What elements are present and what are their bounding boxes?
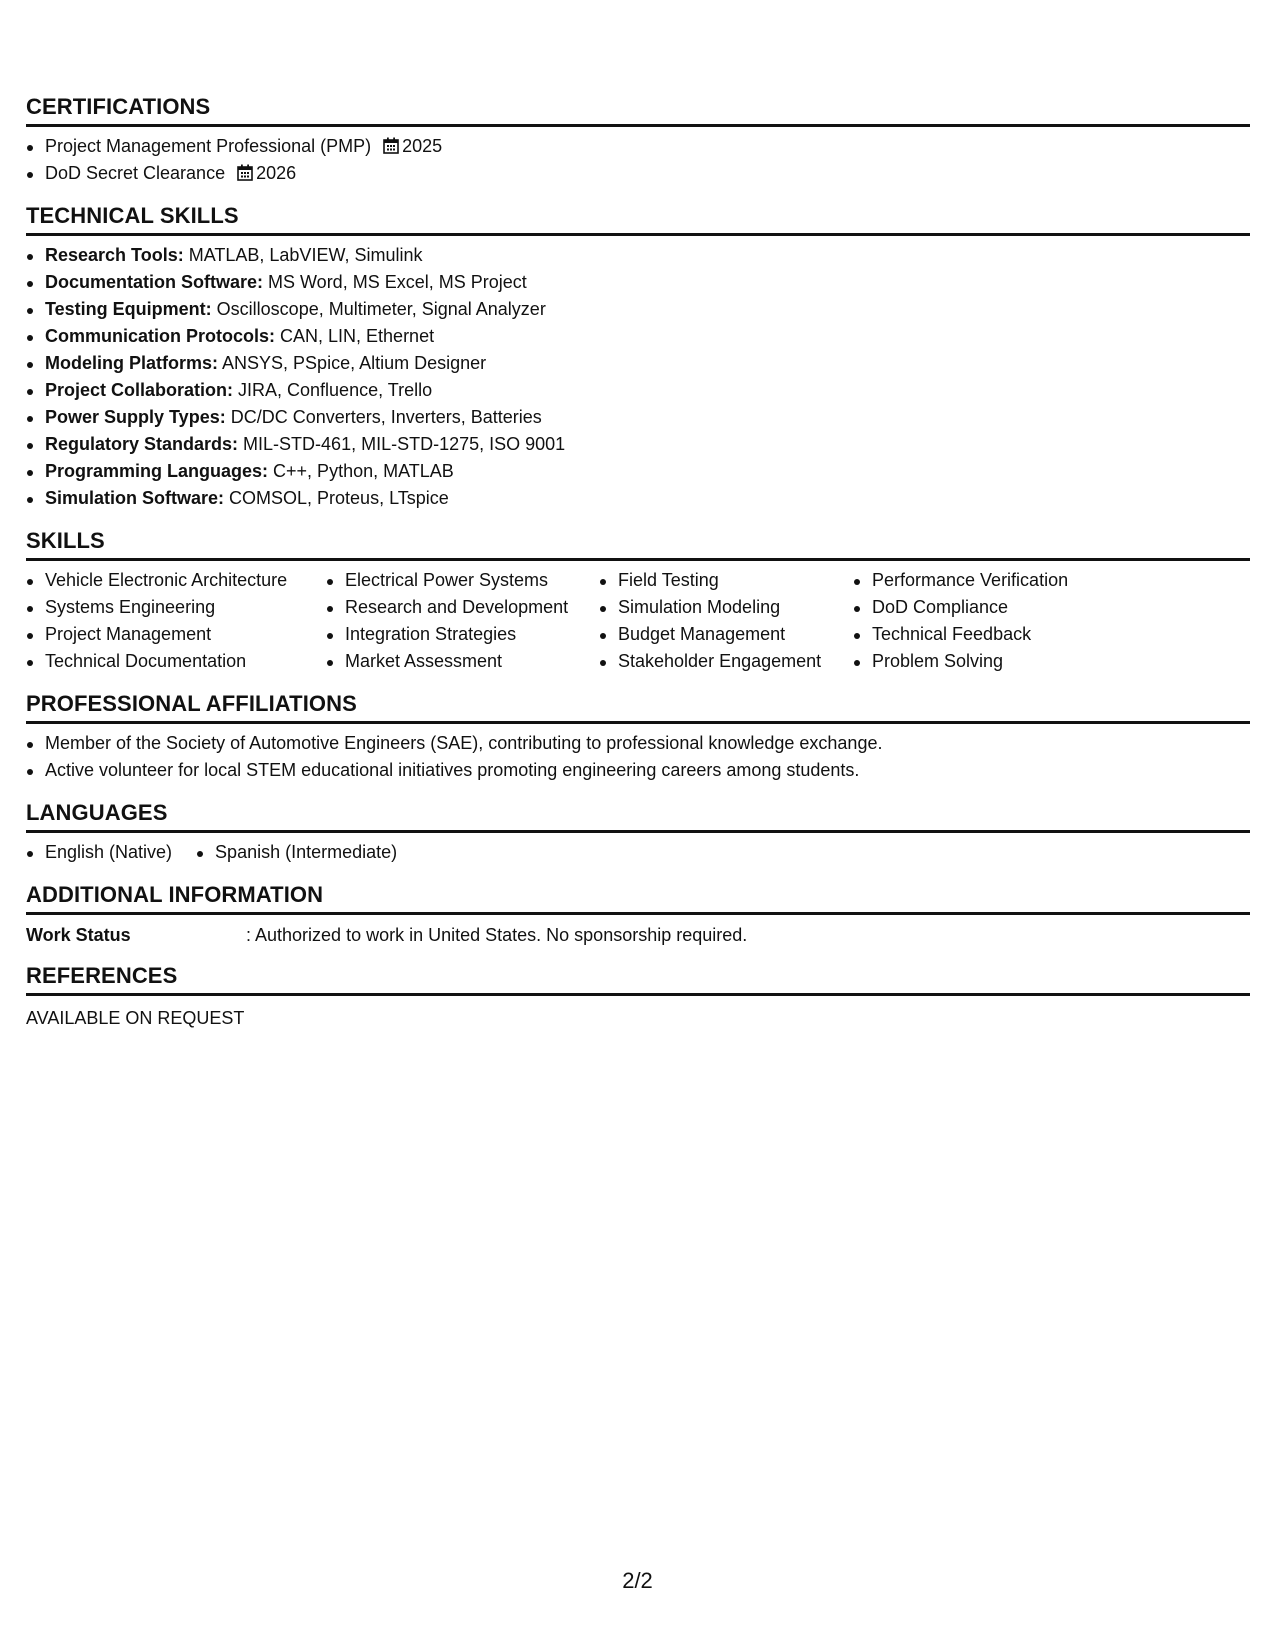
technical-skill-label: Modeling Platforms:: [45, 353, 219, 373]
work-status-row: [26, 923, 1250, 947]
affiliation-item: Member of the Society of Automotive Engineers (SAE), contributing to professional knowledge exchange.: [26, 730, 1250, 757]
skill-item: Performance Verification: [853, 567, 1153, 594]
skills-column: [853, 567, 1153, 675]
work-status-label: Work Status: [26, 925, 131, 945]
technical-skill-item: [26, 323, 1250, 350]
skill-item: Technical Feedback: [853, 621, 1153, 648]
skills-heading: SKILLS: [26, 528, 1250, 561]
skills-column: [26, 567, 326, 675]
additional-info-heading: ADDITIONAL INFORMATION: [26, 882, 1250, 915]
skill-item: Market Assessment: [326, 648, 599, 675]
technical-skill-value: COMSOL, Proteus, LTspice: [224, 488, 449, 508]
technical-skill-label: Simulation Software:: [45, 488, 225, 508]
additional-info-section: [26, 882, 1250, 947]
skills-grid: [26, 567, 1250, 675]
technical-skill-value: ANSYS, PSpice, Altium Designer: [218, 353, 487, 373]
language-item: English (Native): [26, 839, 172, 866]
affiliation-item: Active volunteer for local STEM educational initiatives promoting engineering careers among students.: [26, 757, 1250, 784]
language-item: Spanish (Intermediate): [196, 839, 397, 866]
certification-name: Project Management Professional (PMP): [45, 136, 372, 156]
calendar-icon: [383, 137, 399, 154]
skill-item: Electrical Power Systems: [326, 567, 599, 594]
page-number: 2/2: [622, 1568, 653, 1593]
affiliations-list: [26, 730, 1250, 784]
technical-skill-label: Power Supply Types:: [45, 407, 226, 427]
technical-skill-item: [26, 350, 1250, 377]
technical-skill-item: [26, 458, 1250, 485]
technical-skill-value: DC/DC Converters, Inverters, Batteries: [225, 407, 542, 427]
work-status-value: : Authorized to work in United States. No sponsorship required.: [246, 925, 748, 945]
technical-skill-label: Documentation Software:: [45, 272, 264, 292]
languages-section: [26, 800, 1250, 866]
references-text: AVAILABLE ON REQUEST: [26, 1008, 245, 1028]
languages-list: [26, 839, 1250, 866]
skills-column: [326, 567, 599, 675]
certification-item: [26, 133, 1250, 160]
certifications-list: [26, 133, 1250, 187]
technical-skill-item: [26, 377, 1250, 404]
calendar-icon: [237, 164, 253, 181]
technical-skill-item: [26, 269, 1250, 296]
skill-item: Project Management: [26, 621, 326, 648]
skill-item: Budget Management: [599, 621, 853, 648]
technical-skill-value: MIL-STD-461, MIL-STD-1275, ISO 9001: [238, 434, 566, 454]
technical-skill-item: [26, 242, 1250, 269]
technical-skill-value: MATLAB, LabVIEW, Simulink: [183, 245, 423, 265]
technical-skill-item: [26, 404, 1250, 431]
certification-year: 2026: [256, 163, 297, 183]
skill-item: Vehicle Electronic Architecture: [26, 567, 326, 594]
skill-item: Field Testing: [599, 567, 853, 594]
technical-skill-value: MS Word, MS Excel, MS Project: [263, 272, 527, 292]
technical-skill-label: Communication Protocols:: [45, 326, 276, 346]
technical-skill-label: Project Collaboration:: [45, 380, 234, 400]
technical-skills-section: [26, 203, 1250, 512]
skills-section: [26, 528, 1250, 675]
skill-item: Integration Strategies: [326, 621, 599, 648]
skill-item: Simulation Modeling: [599, 594, 853, 621]
technical-skill-label: Programming Languages:: [45, 461, 269, 481]
certifications-section: [26, 94, 1250, 187]
technical-skill-label: Testing Equipment:: [45, 299, 212, 319]
skill-item: Technical Documentation: [26, 648, 326, 675]
affiliations-heading: PROFESSIONAL AFFILIATIONS: [26, 691, 1250, 724]
languages-heading: LANGUAGES: [26, 800, 1250, 833]
references-section: [26, 963, 1250, 1030]
technical-skill-item: [26, 431, 1250, 458]
technical-skill-item: [26, 296, 1250, 323]
technical-skill-label: Regulatory Standards:: [45, 434, 239, 454]
references-heading: REFERENCES: [26, 963, 1250, 996]
certification-name: DoD Secret Clearance: [45, 163, 226, 183]
certification-year: 2025: [402, 136, 443, 156]
certification-item: [26, 160, 1250, 187]
certifications-heading: CERTIFICATIONS: [26, 94, 1250, 127]
skill-item: Systems Engineering: [26, 594, 326, 621]
technical-skills-heading: TECHNICAL SKILLS: [26, 203, 1250, 236]
technical-skill-value: JIRA, Confluence, Trello: [233, 380, 433, 400]
skill-item: Stakeholder Engagement: [599, 648, 853, 675]
technical-skill-value: CAN, LIN, Ethernet: [275, 326, 435, 346]
affiliations-section: [26, 691, 1250, 784]
skill-item: Problem Solving: [853, 648, 1153, 675]
technical-skill-item: [26, 485, 1250, 512]
technical-skills-list: [26, 242, 1250, 512]
skill-item: Research and Development: [326, 594, 599, 621]
technical-skill-value: Oscilloscope, Multimeter, Signal Analyzer: [211, 299, 546, 319]
technical-skill-value: C++, Python, MATLAB: [268, 461, 454, 481]
resume-page-content: [26, 94, 1250, 1030]
skills-column: [599, 567, 853, 675]
skill-item: DoD Compliance: [853, 594, 1153, 621]
technical-skill-label: Research Tools:: [45, 245, 184, 265]
